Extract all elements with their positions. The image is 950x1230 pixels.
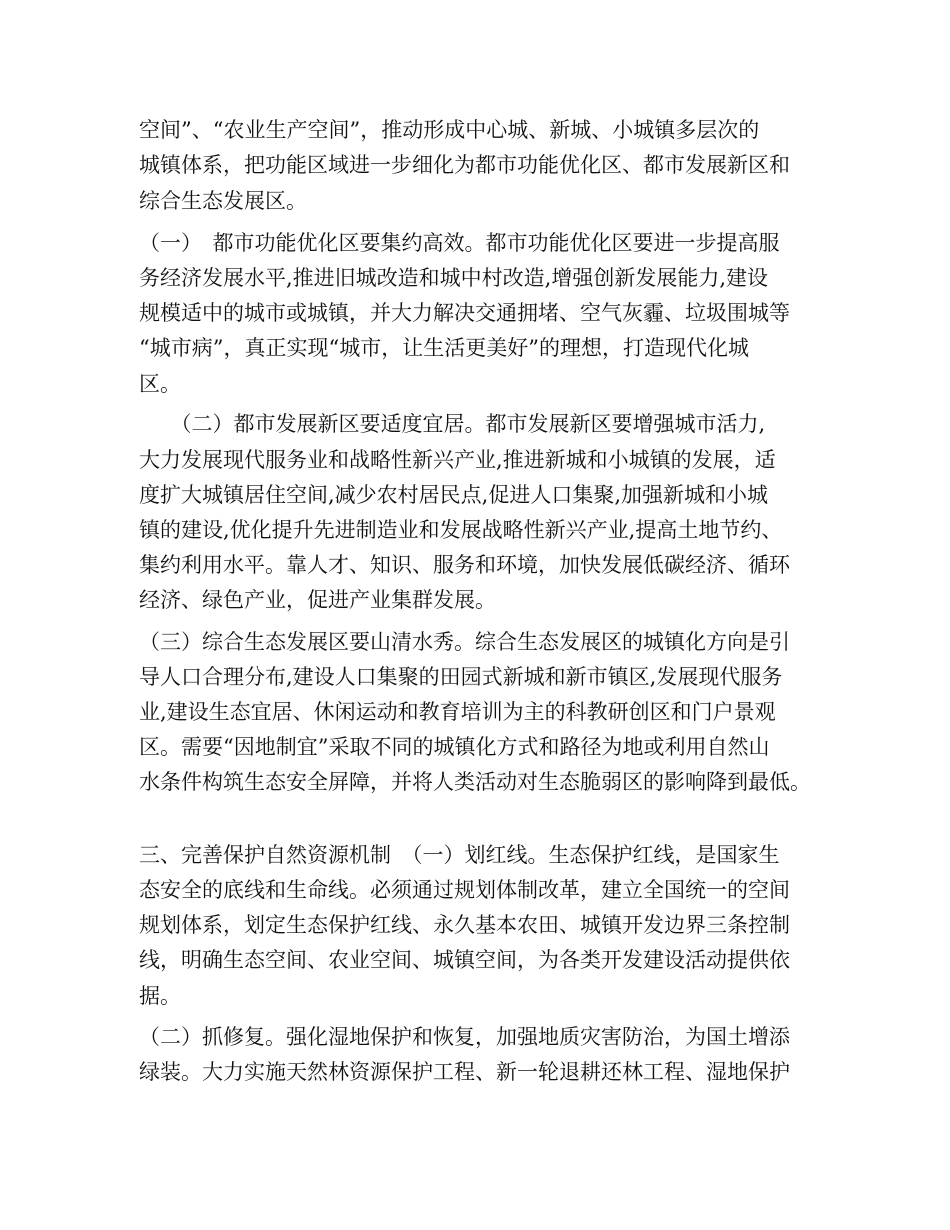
- text-line: 规划体系，划定生态保护红线、永久基本农田、城镇开发边界三条控制: [139, 913, 790, 937]
- text-line: 镇的建设,优化提升先进制造业和发展战略性新兴产业,提高土地节约、: [139, 518, 783, 542]
- text-line: 规模适中的城市或城镇，并大力解决交通拥堵、空气灰霾、垃圾围城等: [139, 301, 790, 325]
- text-line: 水条件构筑生态安全屏障，并将人类活动对生态脆弱区的影响降到最低。: [139, 770, 811, 794]
- text-line: 态安全的底线和生命线。必须通过规划体制改革，建立全国统一的空间: [139, 878, 790, 902]
- text-line: 综合生态发展区。: [139, 189, 307, 213]
- text-line: （一） 都市功能优化区要集约高效。都市功能优化区要进一步提高服: [139, 231, 780, 255]
- text-line: 区。需要“因地制宜”采取不同的城镇化方式和路径为地或利用自然山: [139, 735, 770, 759]
- text-line: （二）抓修复。强化湿地保护和恢复，加强地质灾害防治，为国土增添: [139, 1025, 790, 1049]
- text-line: 线，明确生态空间、农业空间、城镇空间，为各类开发建设活动提供依: [139, 948, 790, 972]
- text-line: 业,建设生态宜居、休闲运动和教育培训为主的科教研创区和门户景观: [139, 700, 776, 724]
- text-line: 务经济发展水平,推进旧城改造和城中村改造,增强创新发展能力,建设: [139, 266, 769, 290]
- text-line: （三）综合生态发展区要山清水秀。综合生态发展区的城镇化方向是引: [139, 630, 790, 654]
- text-line: 集约利用水平。靠人才、知识、服务和环境，加快发展低碳经济、循环: [139, 553, 790, 577]
- text-line: 经济、绿色产业，促进产业集群发展。: [139, 588, 496, 612]
- text-line: 三、完善保护自然资源机制 （一）划红线。生态保护红线，是国家生: [139, 843, 780, 867]
- text-line: 大力发展现代服务业和战略性新兴产业,推进新城和小城镇的发展，适: [139, 448, 776, 472]
- text-line: 城镇体系，把功能区域进一步细化为都市功能优化区、都市发展新区和: [139, 153, 790, 177]
- text-line: （二）都市发展新区要适度宜居。都市发展新区要增强城市活力,: [139, 412, 766, 436]
- text-line: 据。: [139, 984, 181, 1008]
- text-line: 区。: [139, 372, 181, 396]
- text-line: “城市病”，真正实现“城市，让生活更美好”的理想，打造现代化城: [139, 336, 749, 360]
- text-line: 导人口合理分布,建设人口集聚的田园式新城和新市镇区,发展现代服务: [139, 665, 783, 689]
- text-line: 空间”、“农业生产空间”，推动形成中心城、新城、小城镇多层次的: [139, 118, 760, 142]
- text-line: 度扩大城镇居住空间,减少农村居民点,促进人口集聚,加强新城和小城: [139, 483, 769, 507]
- text-line: 绿装。大力实施天然林资源保护工程、新一轮退耕还林工程、湿地保护: [139, 1060, 790, 1084]
